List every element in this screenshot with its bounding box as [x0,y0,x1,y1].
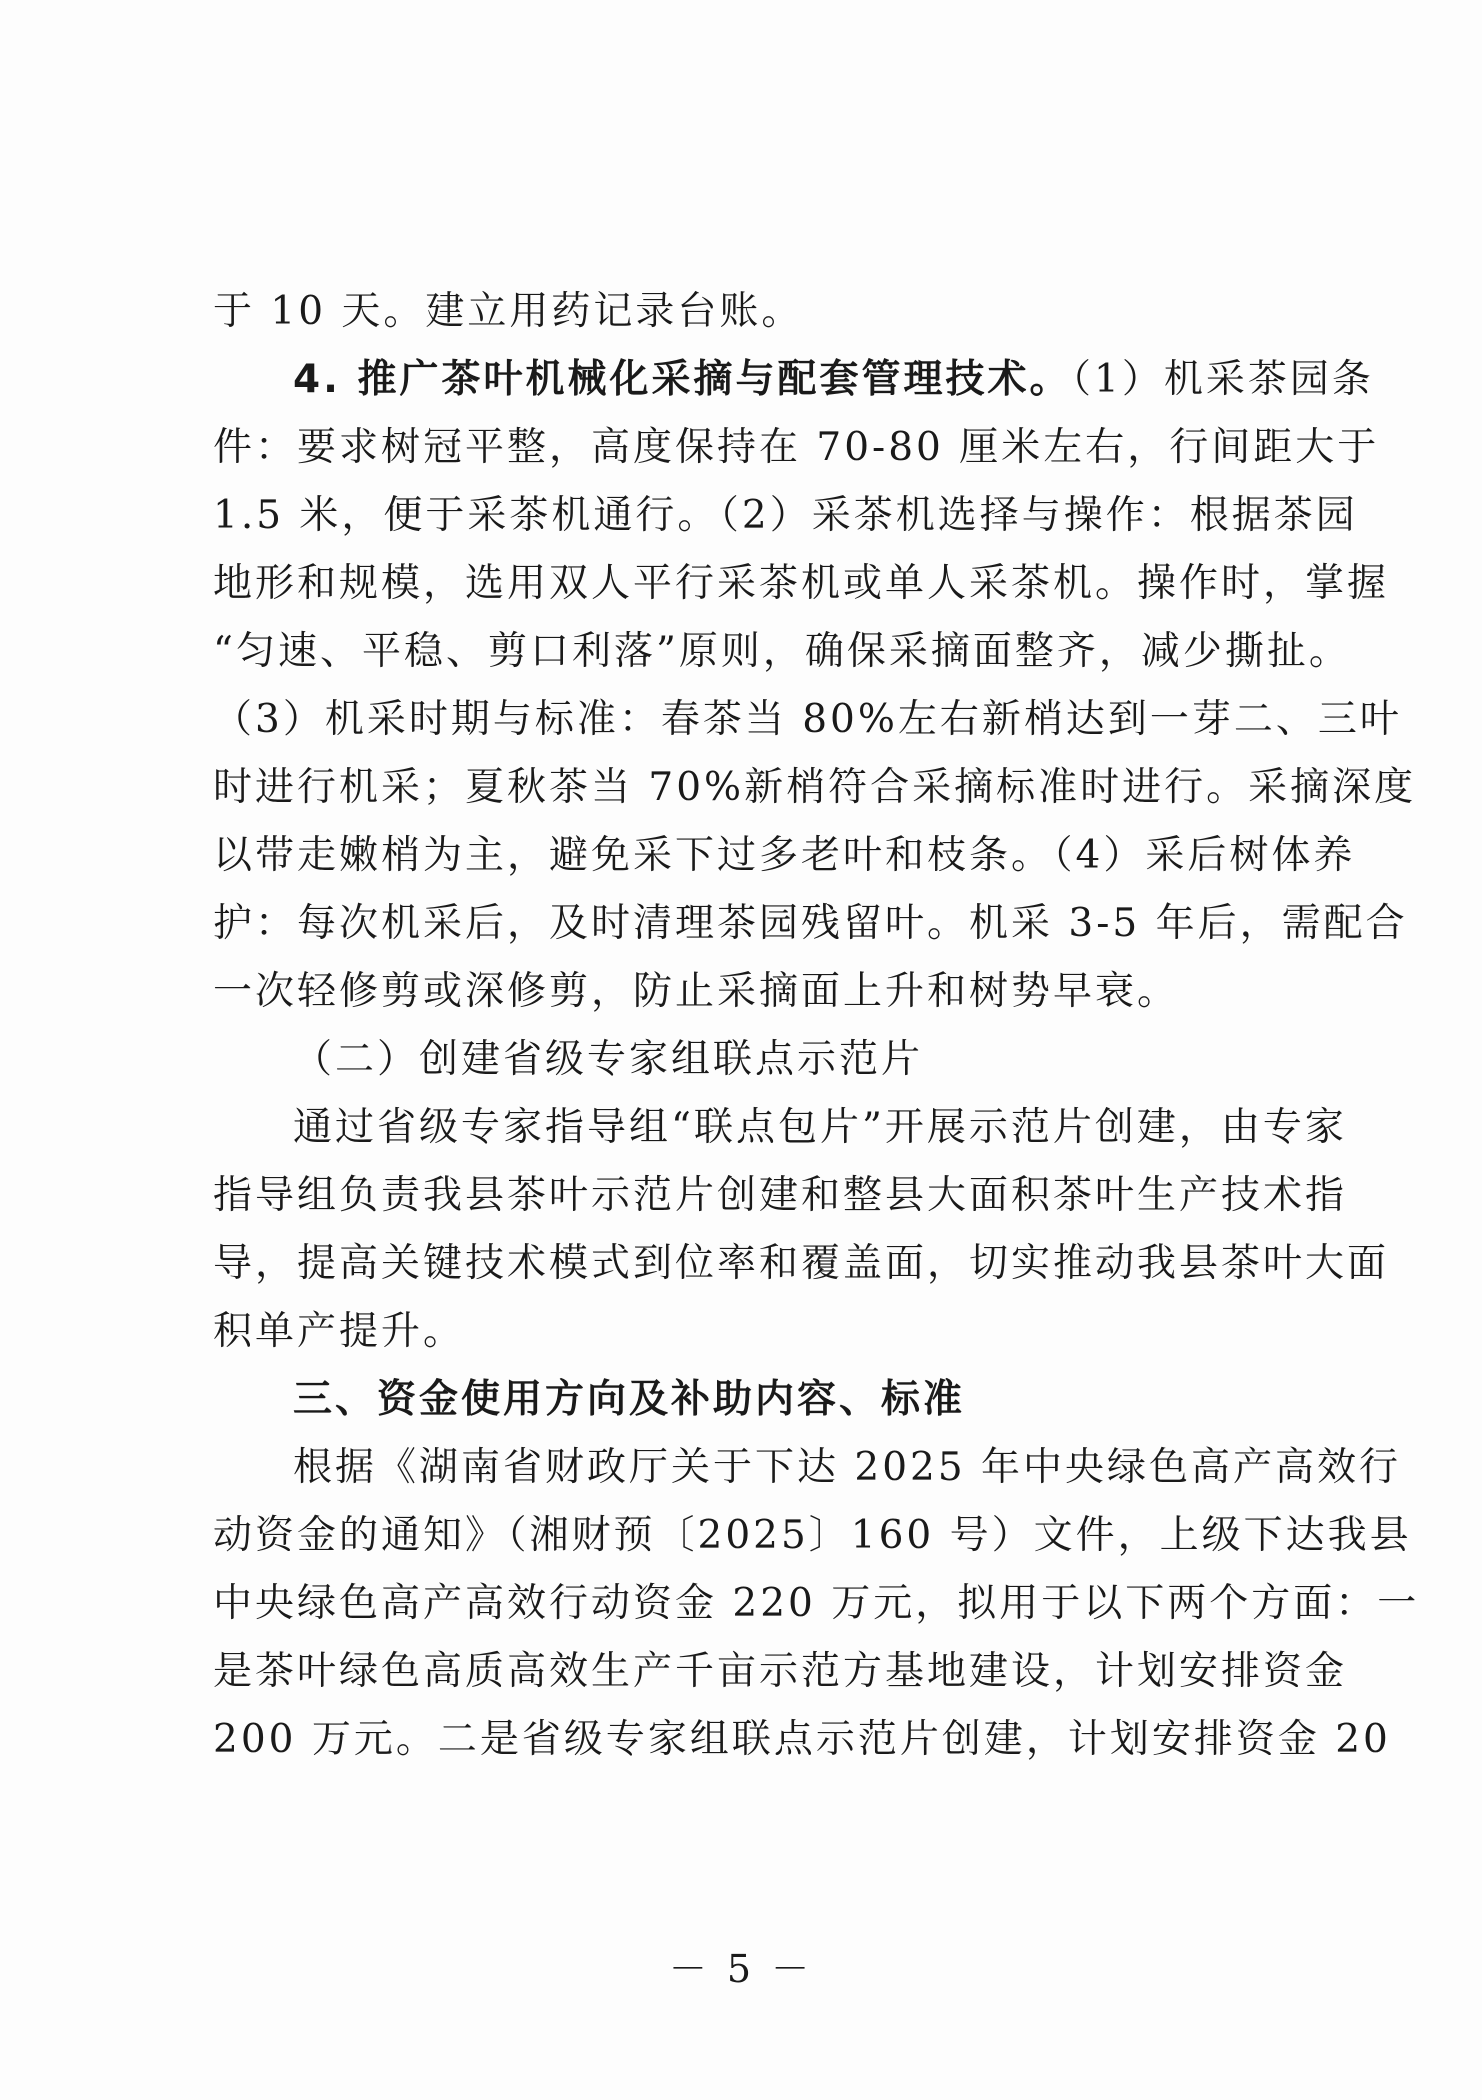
text-line: 中央绿色高产高效行动资金 220 万元，拟用于以下两个方面：一 [213,1581,1420,1626]
text-line: 1.5 米，便于采茶机通行。（2）采茶机选择与操作：根据茶园 [213,493,1358,538]
text-line: 以带走嫩梢为主，避免采下过多老叶和枝条。（4）采后树体养 [213,833,1356,878]
text-line: 件：要求树冠平整，高度保持在 70-80 厘米左右，行间距大于 [213,425,1380,470]
text-line: 积单产提升。 [213,1309,466,1354]
text-line: “匀速、平稳、剪口利落”原则，确保采摘面整齐，减少撕扯。 [213,629,1351,674]
text-line: 一次轻修剪或深修剪，防止采摘面上升和树势早衰。 [213,969,1180,1014]
section-heading: （二）创建省级专家组联点示范片 [293,1037,924,1082]
text-line: 根据《湖南省财政厅关于下达 2025 年中央绿色高产高效行 [293,1445,1402,1490]
document-body [213,278,1420,1774]
text-line: 于 10 天。建立用药记录台账。 [213,289,804,334]
text-line: （3）机采时期与标准：春茶当 80%左右新梢达到一芽二、三叶 [213,697,1402,742]
text-line: 指导组负责我县茶叶示范片创建和整县大面积茶叶生产技术指 [213,1173,1348,1218]
text-line: 护：每次机采后，及时清理茶园残留叶。机采 3-5 年后，需配合 [213,901,1408,946]
text-line: 200 万元。二是省级专家组联点示范片创建，计划安排资金 20 [213,1717,1391,1762]
page-number: － 5 － [668,1947,814,1991]
text-span: （1）机采茶园条 [1071,357,1374,402]
text-line: 动资金的通知》（湘财预〔2025〕160 号）文件，上级下达我县 [213,1513,1412,1558]
text-line: 时进行机采；夏秋茶当 70%新梢符合采摘标准时进行。采摘深度 [213,765,1417,810]
text-line: 是茶叶绿色高质高效生产千亩示范方基地建设，计划安排资金 [213,1649,1348,1694]
section-subheading: 4. 推广茶叶机械化采摘与配套管理技术。 [293,357,1072,402]
text-line: 地形和规模，选用双人平行采茶机或单人采茶机。操作时，掌握 [213,561,1390,606]
text-line: 导，提高关键技术模式到位率和覆盖面，切实推动我县茶叶大面 [213,1241,1390,1286]
chapter-heading: 三、资金使用方向及补助内容、标准 [293,1377,966,1422]
text-line [213,346,1374,414]
text-line: 通过省级专家指导组“联点包片”开展示范片创建，由专家 [293,1105,1347,1150]
